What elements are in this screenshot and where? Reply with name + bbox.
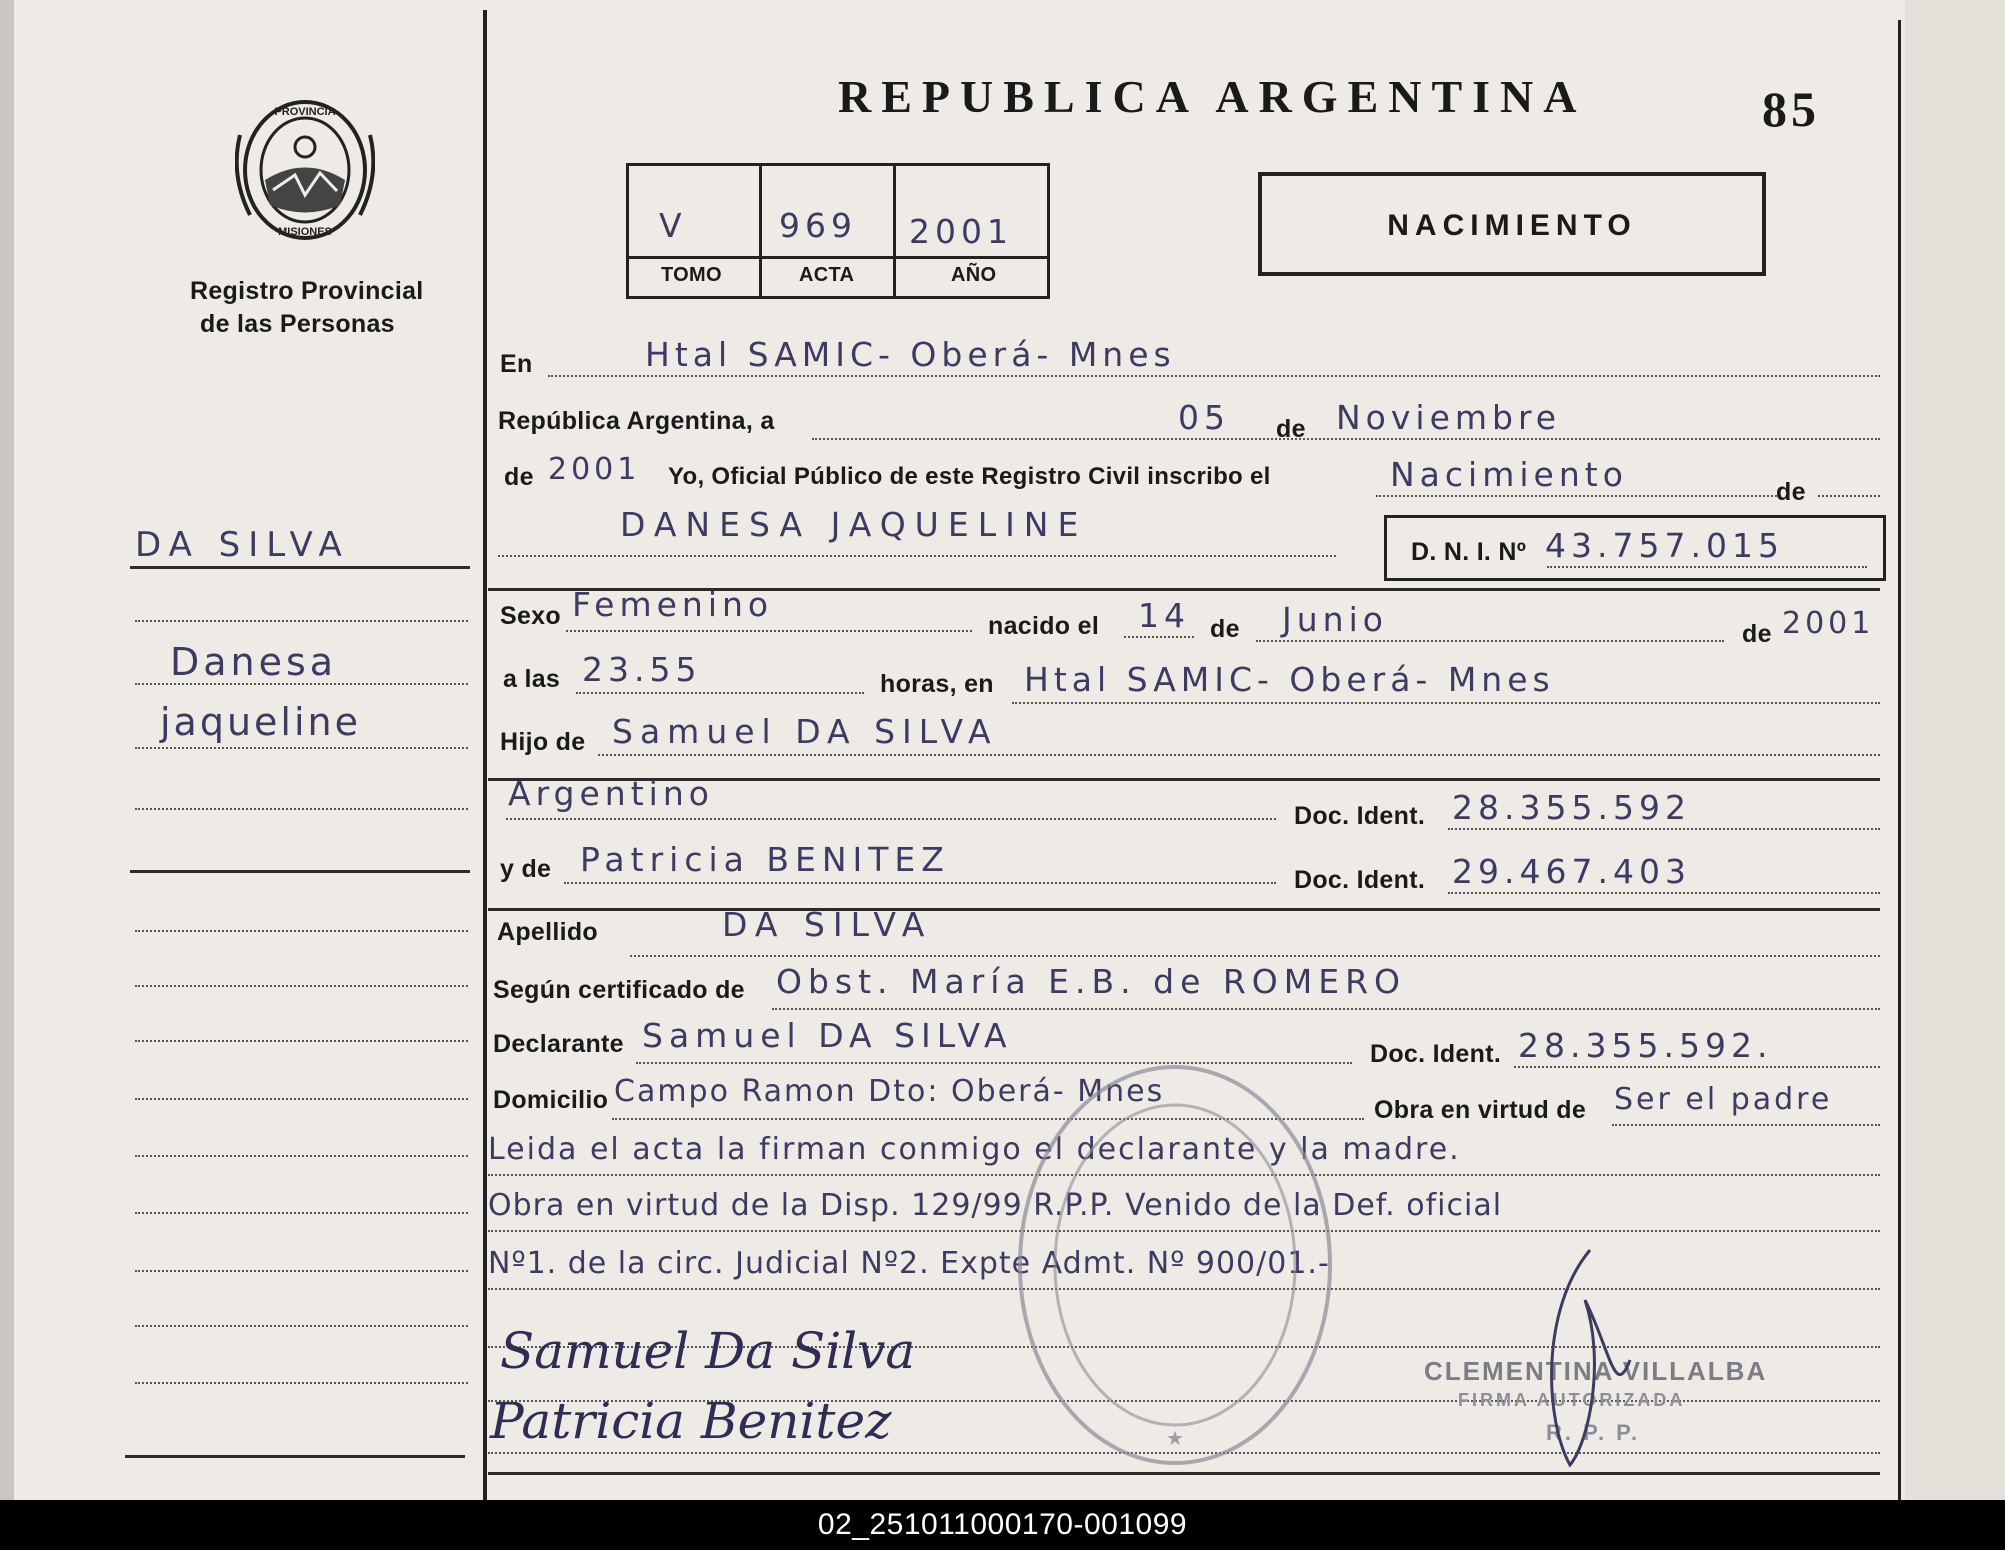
certificado-value: Obst. María E.B. de ROMERO xyxy=(776,962,1407,1001)
anio-label: AÑO xyxy=(951,264,997,286)
father-doc-dotted-line xyxy=(1448,828,1880,830)
birth-place-dotted-line xyxy=(1012,702,1880,704)
inscribo-dotted-line xyxy=(1376,495,1780,497)
margin-dotted-line xyxy=(135,1155,468,1157)
father-nationality: Argentino xyxy=(508,774,714,813)
registry-name-line1: Registro Provincial xyxy=(190,277,424,305)
declarante-doc-dotted-line xyxy=(1514,1066,1880,1068)
date-dotted-line xyxy=(812,438,1880,440)
tomo-value: V xyxy=(659,206,687,245)
mother-name-dotted-line xyxy=(564,882,1276,884)
margin-rule xyxy=(130,566,470,569)
margin-dotted-line xyxy=(135,808,468,810)
de4-label: de xyxy=(1210,615,1240,643)
obra-value: Ser el padre xyxy=(1614,1082,1833,1117)
en-dotted-line xyxy=(548,375,1880,377)
margin-dotted-line xyxy=(135,930,468,932)
svg-text:★: ★ xyxy=(1166,1428,1184,1450)
section-rule xyxy=(488,908,1880,911)
dni-dotted-line xyxy=(1547,566,1867,568)
dni-value: 43.757.015 xyxy=(1545,526,1784,565)
republica-label: República Argentina, a xyxy=(498,407,775,435)
father-signature: Samuel Da Silva xyxy=(500,1322,916,1380)
birth-month: Junio xyxy=(1282,600,1388,639)
father-name-dotted-line xyxy=(598,754,1880,756)
margin-dotted-line xyxy=(135,683,468,685)
margin-dotted-line xyxy=(135,747,468,749)
birth-month-dotted-line xyxy=(1256,640,1724,642)
sexo-dotted-line xyxy=(566,630,972,632)
sexo-label: Sexo xyxy=(500,602,561,630)
mother-doc: 29.467.403 xyxy=(1452,852,1691,891)
act-type-box xyxy=(1258,172,1766,276)
birth-day: 14 xyxy=(1138,596,1190,635)
hijo-label: Hijo de xyxy=(500,728,586,756)
margin-rule xyxy=(130,870,470,873)
index-box-col-divider xyxy=(893,166,896,296)
registration-year: 2001 xyxy=(548,452,641,487)
province-seal-icon xyxy=(235,95,375,245)
sexo-value: Femenino xyxy=(572,585,774,624)
yde-label: y de xyxy=(500,855,552,883)
apellido-dotted-line xyxy=(630,955,1880,957)
margin-dotted-line xyxy=(135,620,468,622)
official-name: CLEMENTINA VILLALBA xyxy=(1424,1356,1768,1386)
inscribo-value: Nacimiento xyxy=(1390,455,1628,494)
index-box xyxy=(626,163,1050,299)
nacido-label: nacido el xyxy=(988,612,1100,640)
declarante-doc-label: Doc. Ident. xyxy=(1370,1040,1502,1068)
child-name-dotted-line xyxy=(498,555,1336,557)
obra-dotted-line xyxy=(1612,1124,1880,1126)
declarante-value: Samuel DA SILVA xyxy=(642,1016,1013,1055)
page-right-margin xyxy=(1905,0,2005,1500)
en-label: En xyxy=(500,350,533,378)
nationality-dotted-line xyxy=(506,818,1276,820)
domicilio-value: Campo Ramon Dto: Oberá- Mnes xyxy=(614,1074,1165,1109)
mother-doc-dotted-line xyxy=(1448,892,1880,894)
de3-dotted-line xyxy=(1818,495,1880,497)
oficial-text: Yo, Oficial Público de este Registro Civil inscribo el xyxy=(668,463,1271,490)
official-title: FIRMA AUTORIZADA xyxy=(1458,1390,1686,1410)
birth-place: Htal SAMIC- Oberá- Mnes xyxy=(1024,660,1555,699)
horas-label: horas, en xyxy=(880,670,994,698)
father-doc-label: Doc. Ident. xyxy=(1294,802,1426,830)
margin-dotted-line xyxy=(135,1040,468,1042)
margin-rule xyxy=(125,1455,465,1458)
official-org: R. P. P. xyxy=(1546,1420,1641,1445)
tomo-label: TOMO xyxy=(661,264,722,286)
margin-dotted-line xyxy=(135,1325,468,1327)
file-id-caption: 02_251011000170-001099 xyxy=(0,1500,2005,1550)
de3-label: de xyxy=(1776,478,1806,506)
official-signature-icon xyxy=(1520,1240,1650,1480)
index-box-divider xyxy=(629,256,1047,259)
index-box-col-divider xyxy=(759,166,762,296)
binding-edge xyxy=(0,0,14,1500)
note-line-3: Nº1. de la circ. Judicial Nº2. Expte Admt. Nº 900/01.- xyxy=(488,1246,1330,1281)
margin-dotted-line xyxy=(135,1382,468,1384)
registration-month: Noviembre xyxy=(1336,398,1562,437)
acta-value: 969 xyxy=(779,206,857,245)
mother-name: Patricia BENITEZ xyxy=(580,840,950,879)
note-line-2: Obra en virtud de la Disp. 129/99 R.P.P. Venido de la Def. oficial xyxy=(488,1188,1503,1223)
birth-year: 2001 xyxy=(1782,606,1875,641)
act-type-label: NACIMIENTO xyxy=(1387,209,1637,242)
dni-box xyxy=(1384,515,1886,581)
mother-doc-label: Doc. Ident. xyxy=(1294,866,1426,894)
obra-label: Obra en virtud de xyxy=(1374,1096,1587,1124)
alas-label: a las xyxy=(503,665,561,693)
margin-surname: DA SILVA xyxy=(135,525,350,565)
de-label: de xyxy=(1276,415,1306,443)
certificado-dotted-line xyxy=(772,1008,1880,1010)
de5-label: de xyxy=(1742,620,1772,648)
margin-dotted-line xyxy=(135,1270,468,1272)
birth-time: 23.55 xyxy=(582,650,702,689)
country-title: REPUBLICA ARGENTINA xyxy=(838,71,1587,122)
margin-dotted-line xyxy=(135,1212,468,1214)
right-frame-line xyxy=(1898,20,1901,1500)
dni-label: D. N. I. Nº xyxy=(1411,538,1527,566)
margin-name-2: jaqueline xyxy=(160,700,362,744)
anio-value: 2001 xyxy=(909,212,1013,251)
father-doc: 28.355.592 xyxy=(1452,788,1691,827)
apellido-value: DA SILVA xyxy=(722,905,933,944)
margin-dotted-line xyxy=(135,1098,468,1100)
de2-label: de xyxy=(504,463,534,491)
declarante-doc: 28.355.592. xyxy=(1518,1026,1773,1065)
certificado-label: Según certificado de xyxy=(493,976,745,1004)
domicilio-label: Domicilio xyxy=(493,1086,609,1114)
note-line-1: Leida el acta la firman conmigo el declarante y la madre. xyxy=(488,1132,1461,1167)
registration-day: 05 xyxy=(1178,398,1230,437)
mother-signature: Patricia Benitez xyxy=(490,1392,892,1450)
birth-time-dotted-line xyxy=(576,692,864,694)
child-name: DANESA JAQUELINE xyxy=(620,505,1088,544)
seal-top-text: PROVINCIA xyxy=(274,106,336,118)
official-stamp-icon xyxy=(1010,1055,1340,1475)
father-name: Samuel DA SILVA xyxy=(612,712,998,751)
declarante-label: Declarante xyxy=(493,1030,624,1058)
seal-bottom-text: MISIONES xyxy=(278,226,332,238)
margin-dotted-line xyxy=(135,985,468,987)
acta-label: ACTA xyxy=(799,264,855,286)
apellido-label: Apellido xyxy=(497,918,599,946)
registry-name-line2: de las Personas xyxy=(200,310,395,338)
margin-divider-line xyxy=(483,10,487,1500)
en-value: Htal SAMIC- Oberá- Mnes xyxy=(645,335,1176,374)
page-number: 85 xyxy=(1762,81,1820,137)
margin-name-1: Danesa xyxy=(170,640,338,684)
birth-day-dotted-line xyxy=(1124,636,1194,638)
